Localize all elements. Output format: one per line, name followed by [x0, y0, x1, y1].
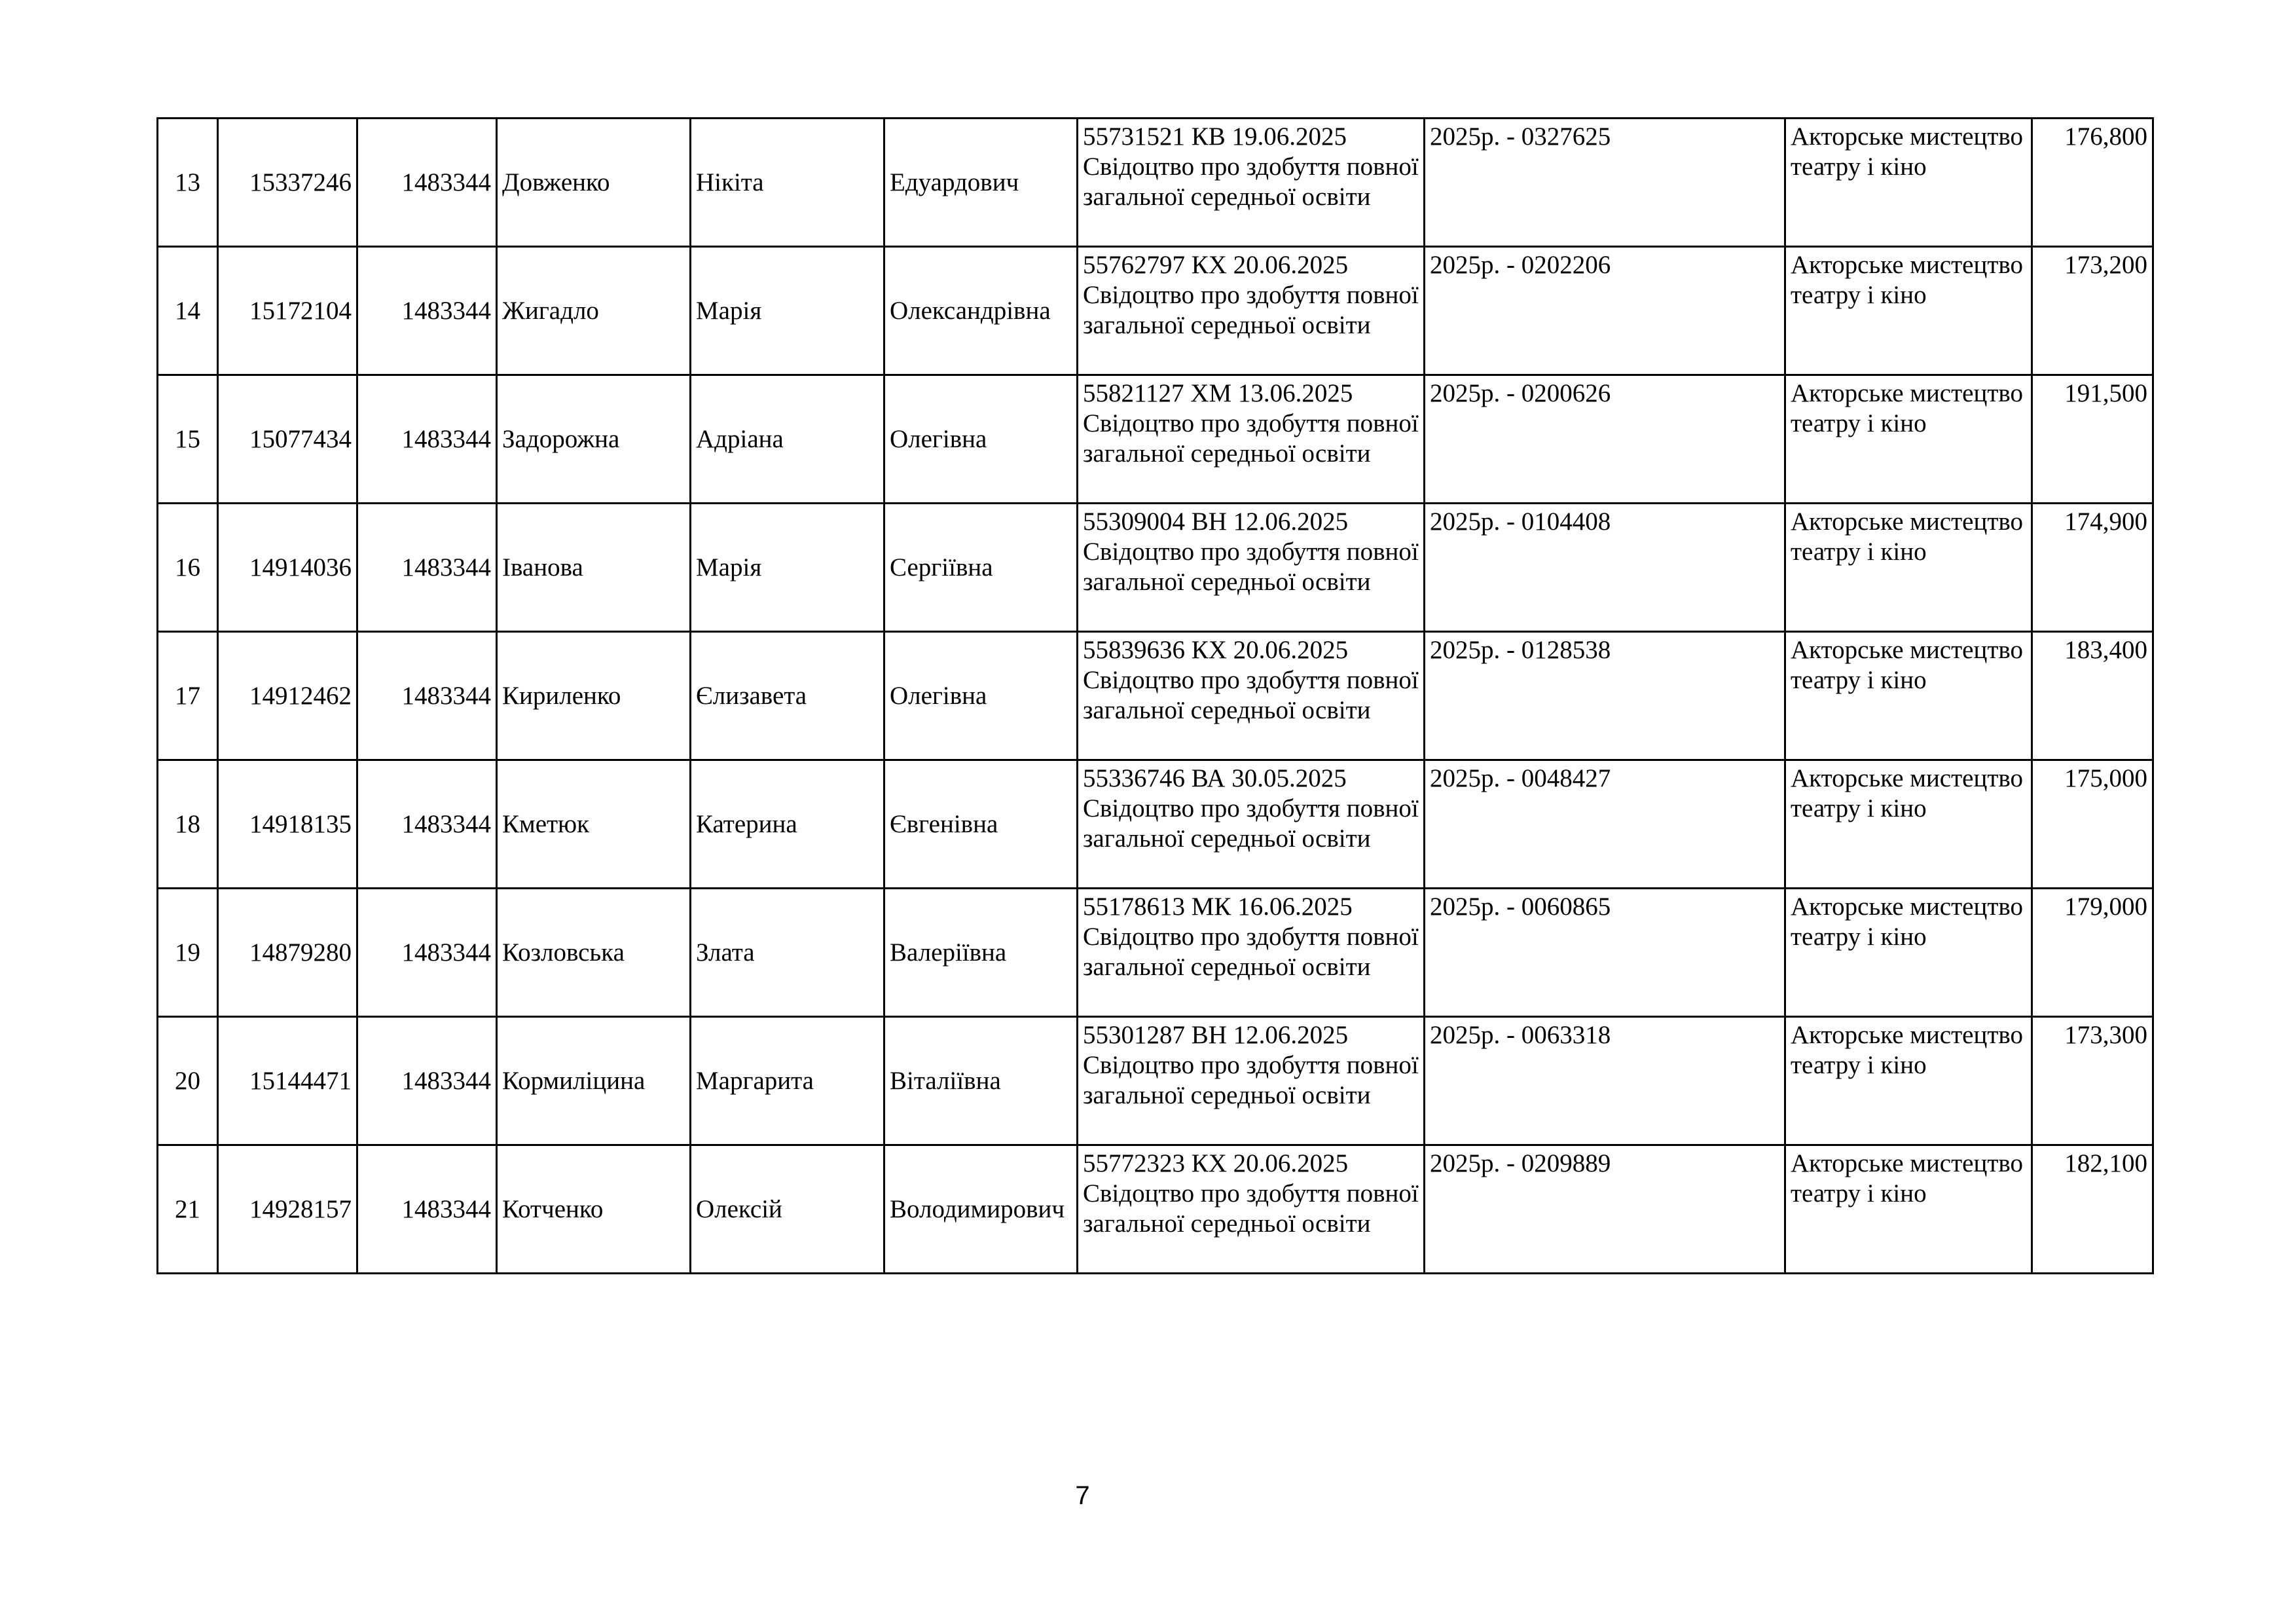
table-row: [158, 247, 2153, 375]
certificate-number: 2025р. - 0209889: [1425, 1145, 1785, 1274]
surname: Довженко: [497, 119, 691, 247]
certificate-number: 2025р. - 0104408: [1425, 504, 1785, 632]
program-code: 1483344: [357, 1145, 497, 1274]
table-row: [158, 889, 2153, 1017]
competitive-score: 191,500: [2032, 375, 2153, 504]
page-number: 7: [1075, 1481, 1090, 1510]
table-row: [158, 632, 2153, 760]
first-name: Єлизавета: [691, 632, 884, 760]
certificate-number: 2025р. - 0202206: [1425, 247, 1785, 375]
program-code: 1483344: [357, 119, 497, 247]
specialty: Акторське мистецтво театру і кіно: [1785, 504, 2032, 632]
program-code: 1483344: [357, 375, 497, 504]
specialty: Акторське мистецтво театру і кіно: [1785, 889, 2032, 1017]
row-number: 14: [158, 247, 218, 375]
row-number: 13: [158, 119, 218, 247]
surname: Задорожна: [497, 375, 691, 504]
first-name: Марія: [691, 504, 884, 632]
applicant-id: 14914036: [218, 504, 357, 632]
surname: Кметюк: [497, 760, 691, 889]
certificate-number: 2025р. - 0063318: [1425, 1017, 1785, 1145]
certificate-number: 2025р. - 0048427: [1425, 760, 1785, 889]
applicant-id: 15172104: [218, 247, 357, 375]
first-name: Злата: [691, 889, 884, 1017]
certificate-number: 2025р. - 0327625: [1425, 119, 1785, 247]
competitive-score: 183,400: [2032, 632, 2153, 760]
surname: Кормиліцина: [497, 1017, 691, 1145]
applicant-id: 15337246: [218, 119, 357, 247]
competitive-score: 182,100: [2032, 1145, 2153, 1274]
competitive-score: 173,200: [2032, 247, 2153, 375]
program-code: 1483344: [357, 1017, 497, 1145]
specialty: Акторське мистецтво театру і кіно: [1785, 1145, 2032, 1274]
table-body: [158, 119, 2153, 1274]
education-document: 55762797 КХ 20.06.2025 Свідоцтво про здобуття повної загальної середньої освіти: [1078, 247, 1425, 375]
row-number: 18: [158, 760, 218, 889]
education-document: 55839636 КХ 20.06.2025 Свідоцтво про здобуття повної загальної середньої освіти: [1078, 632, 1425, 760]
table-row: [158, 760, 2153, 889]
program-code: 1483344: [357, 247, 497, 375]
education-document: 55178613 МК 16.06.2025 Свідоцтво про здобуття повної загальної середньої освіти: [1078, 889, 1425, 1017]
surname: Жигадло: [497, 247, 691, 375]
table-row: [158, 1145, 2153, 1274]
education-document: 55772323 КХ 20.06.2025 Свідоцтво про здобуття повної загальної середньої освіти: [1078, 1145, 1425, 1274]
specialty: Акторське мистецтво театру і кіно: [1785, 760, 2032, 889]
row-number: 21: [158, 1145, 218, 1274]
competitive-score: 173,300: [2032, 1017, 2153, 1145]
program-code: 1483344: [357, 632, 497, 760]
surname: Котченко: [497, 1145, 691, 1274]
competitive-score: 174,900: [2032, 504, 2153, 632]
table-row: [158, 119, 2153, 247]
specialty: Акторське мистецтво театру і кіно: [1785, 632, 2032, 760]
first-name: Марія: [691, 247, 884, 375]
applicant-id: 14928157: [218, 1145, 357, 1274]
patronymic: Валеріївна: [884, 889, 1078, 1017]
program-code: 1483344: [357, 760, 497, 889]
patronymic: Едуардович: [884, 119, 1078, 247]
competitive-score: 176,800: [2032, 119, 2153, 247]
patronymic: Олександрівна: [884, 247, 1078, 375]
patronymic: Віталіївна: [884, 1017, 1078, 1145]
first-name: Катерина: [691, 760, 884, 889]
surname: Кириленко: [497, 632, 691, 760]
applicants-table: [156, 117, 2154, 1274]
row-number: 15: [158, 375, 218, 504]
education-document: 55309004 ВН 12.06.2025 Свідоцтво про здобуття повної загальної середньої освіти: [1078, 504, 1425, 632]
first-name: Нікіта: [691, 119, 884, 247]
table-row: [158, 504, 2153, 632]
patronymic: Володимирович: [884, 1145, 1078, 1274]
patronymic: Сергіївна: [884, 504, 1078, 632]
first-name: Маргарита: [691, 1017, 884, 1145]
applicant-id: 15144471: [218, 1017, 357, 1145]
competitive-score: 179,000: [2032, 889, 2153, 1017]
first-name: Адріана: [691, 375, 884, 504]
row-number: 17: [158, 632, 218, 760]
surname: Іванова: [497, 504, 691, 632]
education-document: 55821127 ХМ 13.06.2025 Свідоцтво про здобуття повної загальної середньої освіти: [1078, 375, 1425, 504]
applicant-id: 15077434: [218, 375, 357, 504]
certificate-number: 2025р. - 0200626: [1425, 375, 1785, 504]
patronymic: Євгенівна: [884, 760, 1078, 889]
applicant-id: 14879280: [218, 889, 357, 1017]
row-number: 19: [158, 889, 218, 1017]
table-row: [158, 1017, 2153, 1145]
certificate-number: 2025р. - 0060865: [1425, 889, 1785, 1017]
specialty: Акторське мистецтво театру і кіно: [1785, 119, 2032, 247]
applicant-id: 14918135: [218, 760, 357, 889]
row-number: 16: [158, 504, 218, 632]
surname: Козловська: [497, 889, 691, 1017]
education-document: 55731521 КВ 19.06.2025 Свідоцтво про здобуття повної загальної середньої освіти: [1078, 119, 1425, 247]
program-code: 1483344: [357, 889, 497, 1017]
row-number: 20: [158, 1017, 218, 1145]
table-row: [158, 375, 2153, 504]
patronymic: Олегівна: [884, 375, 1078, 504]
education-document: 55301287 ВН 12.06.2025 Свідоцтво про здобуття повної загальної середньої освіти: [1078, 1017, 1425, 1145]
patronymic: Олегівна: [884, 632, 1078, 760]
certificate-number: 2025р. - 0128538: [1425, 632, 1785, 760]
specialty: Акторське мистецтво театру і кіно: [1785, 375, 2032, 504]
specialty: Акторське мистецтво театру і кіно: [1785, 1017, 2032, 1145]
program-code: 1483344: [357, 504, 497, 632]
applicant-id: 14912462: [218, 632, 357, 760]
first-name: Олексій: [691, 1145, 884, 1274]
specialty: Акторське мистецтво театру і кіно: [1785, 247, 2032, 375]
education-document: 55336746 ВА 30.05.2025 Свідоцтво про здобуття повної загальної середньої освіти: [1078, 760, 1425, 889]
competitive-score: 175,000: [2032, 760, 2153, 889]
